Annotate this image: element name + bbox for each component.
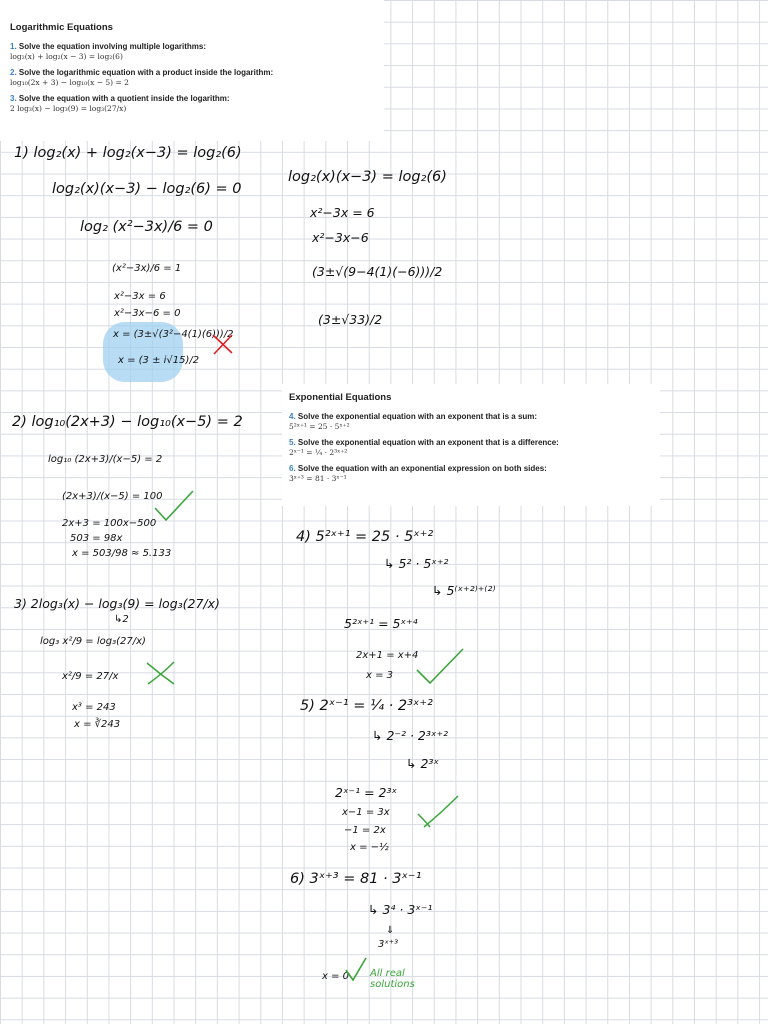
hw-p2-line-2: log₁₀ (2x+3)/(x−5) = 2 (48, 454, 163, 465)
checkmark-icon (344, 956, 368, 982)
log-problems-panel (0, 0, 384, 141)
hw-p2-line-3: (2x+3)/(x−5) = 100 (62, 491, 163, 502)
hw-p3-line-4: x³ = 243 (72, 702, 116, 713)
hw-p1-line-3: log₂ (x²−3x)/6 = 0 (80, 219, 213, 235)
problem-4 (289, 412, 660, 431)
hw-p3-line-1: 3) 2log₃(x) − log₃(9) = log₃(27/x) (14, 596, 220, 611)
hw-p1-line-1: 1) log₂(x) + log₂(x−3) = log₂(6) (14, 145, 242, 161)
hw-p5-line-6: −1 = 2x (344, 825, 386, 836)
problem-number: 6. (289, 464, 296, 473)
hw-p1-right-line-5: (3±√33)/2 (318, 312, 383, 327)
hw-p1-line-7: x = (3±√(3²−4(1)(6)))/2 (113, 329, 234, 340)
problem-equation: 3ˣ⁺³ = 81 · 3ˣ⁻¹ (289, 474, 347, 483)
hw-p6-line-5: x = 0 (322, 971, 350, 982)
hw-p6-line-4: 3ˣ⁺³ (378, 939, 399, 950)
hw-p5-line-2: ↳ 2⁻² · 2³ˣ⁺² (372, 728, 449, 743)
exp-section-title: Exponential Equations (289, 392, 392, 403)
hw-p3-line-5: x = ∛243 (74, 719, 121, 730)
hw-p3-line-1b: ↳2 (114, 614, 129, 625)
hw-p1-line-2: log₂(x)(x−3) − log₂(6) = 0 (52, 181, 242, 197)
hw-p5-line-3: ↳ 2³ˣ (406, 756, 439, 771)
problem-number: 5. (289, 438, 296, 447)
hw-p2-line-5: 503 = 98x (70, 533, 123, 544)
checkmark-x-icon (414, 794, 462, 830)
problem-5 (289, 438, 660, 457)
hw-p4-line-1: 4) 5²ˣ⁺¹ = 25 · 5ˣ⁺² (296, 529, 434, 545)
problem-equation: log₂(x) + log₂(x − 3) = log₂(6) (10, 52, 123, 61)
hw-p1-line-4: (x²−3x)/6 = 1 (112, 263, 182, 274)
hw-p5-line-4: 2ˣ⁻¹ = 2³ˣ (335, 785, 398, 800)
hw-p4-line-6: x = 3 (366, 670, 394, 681)
hw-p4-line-5: 2x+1 = x+4 (356, 650, 419, 661)
problem-equation: 2ˣ⁻¹ = ¼ · 2³ˣ⁺² (289, 448, 348, 457)
problem-2 (10, 68, 384, 87)
log-section-title: Logarithmic Equations (10, 22, 113, 33)
hw-p5-line-7: x = −½ (350, 842, 389, 853)
hw-p6-line-3: ⇓ (386, 925, 395, 936)
hw-p4-line-3: ↳ 5⁽ˣ⁺²⁾⁺⁽²⁾ (432, 583, 496, 598)
hw-p2-line-4: 2x+3 = 100x−500 (62, 518, 157, 529)
all-real-solutions-note: All real solutions (370, 968, 415, 990)
hw-p2-line-1: 2) log₁₀(2x+3) − log₁₀(x−5) = 2 (12, 414, 243, 430)
hw-p3-line-2: log₃ x²/9 = log₃(27/x) (40, 636, 146, 647)
checkmark-x-icon (144, 660, 178, 686)
hw-p1-line-6: x²−3x−6 = 0 (114, 308, 181, 319)
hw-p6-line-1: 6) 3ˣ⁺³ = 81 · 3ˣ⁻¹ (290, 871, 422, 887)
hw-p1-line-8: x = (3 ± i√15)/2 (118, 355, 200, 366)
problem-number: 2. (10, 68, 17, 77)
problem-text: Solve the exponential equation with an exponent that is a sum: (297, 412, 538, 421)
problem-number: 3. (10, 94, 17, 103)
hw-p1-right-line-1: log₂(x)(x−3) = log₂(6) (288, 169, 447, 185)
problem-text: Solve the logarithmic equation with a product inside the logarithm: (18, 68, 274, 77)
hw-p6-line-2: ↳ 3⁴ · 3ˣ⁻¹ (368, 902, 433, 917)
hw-p4-line-2: ↳ 5² · 5ˣ⁺² (384, 556, 449, 571)
problem-1 (10, 42, 384, 61)
problem-equation: 5²ˣ⁺¹ = 25 · 5ˣ⁺² (289, 422, 350, 431)
problem-text: Solve the equation involving multiple logarithms: (18, 42, 207, 51)
hw-p1-right-line-3: x²−3x−6 (312, 230, 369, 245)
hw-p2-line-6: x = 503/98 ≈ 5.133 (72, 548, 172, 559)
hw-p3-line-3: x²/9 = 27/x (62, 671, 119, 682)
problem-equation: 2 log₃(x) − log₃(9) = log₃(27/x) (10, 104, 127, 113)
problem-6 (289, 464, 660, 483)
problem-equation: log₁₀(2x + 3) − log₁₀(x − 5) = 2 (10, 78, 129, 87)
problem-3 (10, 94, 384, 113)
hw-p5-line-1: 5) 2ˣ⁻¹ = ¼ · 2³ˣ⁺² (300, 698, 433, 714)
hw-p4-line-4: 5²ˣ⁺¹ = 5ˣ⁺⁴ (344, 616, 418, 631)
hw-p5-line-5: x−1 = 3x (342, 807, 390, 818)
hw-p1-right-line-4: (3±√(9−4(1)(−6)))/2 (312, 264, 443, 279)
problem-number: 4. (289, 412, 296, 421)
hw-p1-right-line-2: x²−3x = 6 (310, 205, 375, 220)
problem-text: Solve the equation with an exponential expression on both sides: (297, 464, 547, 473)
hw-p1-line-5: x²−3x = 6 (114, 291, 166, 302)
problem-text: Solve the exponential equation with an exponent that is a difference: (297, 438, 559, 447)
checkmark-icon (152, 488, 196, 524)
checkmark-icon (414, 646, 466, 686)
exp-problems-panel (282, 384, 660, 506)
problem-number: 1. (10, 42, 17, 51)
incorrect-x-mark (210, 332, 236, 356)
problem-text: Solve the equation with a quotient inside the logarithm: (18, 94, 230, 103)
